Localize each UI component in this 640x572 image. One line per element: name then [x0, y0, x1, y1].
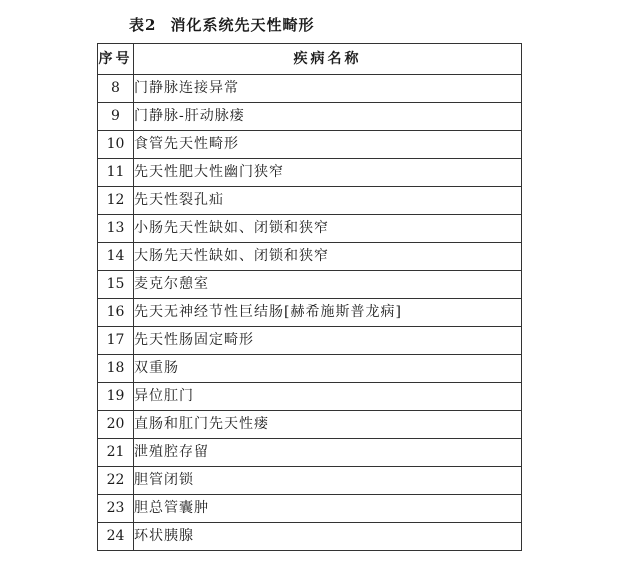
table-number: 表2: [129, 16, 157, 34]
table-header-row: [98, 44, 522, 75]
serial-number-cell: 22: [98, 467, 134, 495]
table-row: [98, 159, 522, 187]
table-row: [98, 327, 522, 355]
disease-name-cell: 异位肛门: [134, 383, 522, 411]
serial-number-cell: 9: [98, 103, 134, 131]
serial-number-cell: 13: [98, 215, 134, 243]
serial-number-cell: 18: [98, 355, 134, 383]
serial-number-cell: 17: [98, 327, 134, 355]
header-serial-number: 序号: [98, 44, 134, 75]
disease-name-cell: 先天无神经节性巨结肠[赫希施斯普龙病]: [134, 299, 522, 327]
disease-name-cell: 直肠和肛门先天性瘘: [134, 411, 522, 439]
disease-table: [97, 43, 522, 551]
disease-name-cell: 食管先天性畸形: [134, 131, 522, 159]
serial-number-cell: 24: [98, 523, 134, 551]
table-body: [98, 75, 522, 551]
table-row: [98, 243, 522, 271]
disease-name-cell: 双重肠: [134, 355, 522, 383]
table-row: [98, 467, 522, 495]
table-row: [98, 103, 522, 131]
serial-number-cell: 21: [98, 439, 134, 467]
serial-number-cell: 20: [98, 411, 134, 439]
serial-number-cell: 16: [98, 299, 134, 327]
disease-name-cell: 环状胰腺: [134, 523, 522, 551]
disease-name-cell: 胆总管囊肿: [134, 495, 522, 523]
header-disease-name: 疾病名称: [134, 44, 522, 75]
table-row: [98, 187, 522, 215]
serial-number-cell: 10: [98, 131, 134, 159]
table-row: [98, 439, 522, 467]
disease-name-cell: 胆管闭锁: [134, 467, 522, 495]
table-row: [98, 523, 522, 551]
table-row: [98, 411, 522, 439]
disease-name-cell: 先天性肠固定畸形: [134, 327, 522, 355]
serial-number-cell: 11: [98, 159, 134, 187]
serial-number-cell: 14: [98, 243, 134, 271]
serial-number-cell: 12: [98, 187, 134, 215]
disease-name-cell: 先天性裂孔疝: [134, 187, 522, 215]
table-row: [98, 495, 522, 523]
table-row: [98, 215, 522, 243]
table-row: [98, 355, 522, 383]
disease-name-cell: 小肠先天性缺如、闭锁和狭窄: [134, 215, 522, 243]
table-row: [98, 131, 522, 159]
table-row: [98, 299, 522, 327]
disease-name-cell: 门静脉连接异常: [134, 75, 522, 103]
table-row: [98, 75, 522, 103]
disease-name-cell: 大肠先天性缺如、闭锁和狭窄: [134, 243, 522, 271]
disease-name-cell: 门静脉-肝动脉瘘: [134, 103, 522, 131]
serial-number-cell: 19: [98, 383, 134, 411]
serial-number-cell: 23: [98, 495, 134, 523]
disease-name-cell: 麦克尔憩室: [134, 271, 522, 299]
disease-name-cell: 先天性肥大性幽门狭窄: [134, 159, 522, 187]
table-row: [98, 271, 522, 299]
table-title: [129, 14, 314, 35]
disease-name-cell: 泄殖腔存留: [134, 439, 522, 467]
table-caption: 消化系统先天性畸形: [170, 16, 315, 34]
table-row: [98, 383, 522, 411]
serial-number-cell: 8: [98, 75, 134, 103]
serial-number-cell: 15: [98, 271, 134, 299]
